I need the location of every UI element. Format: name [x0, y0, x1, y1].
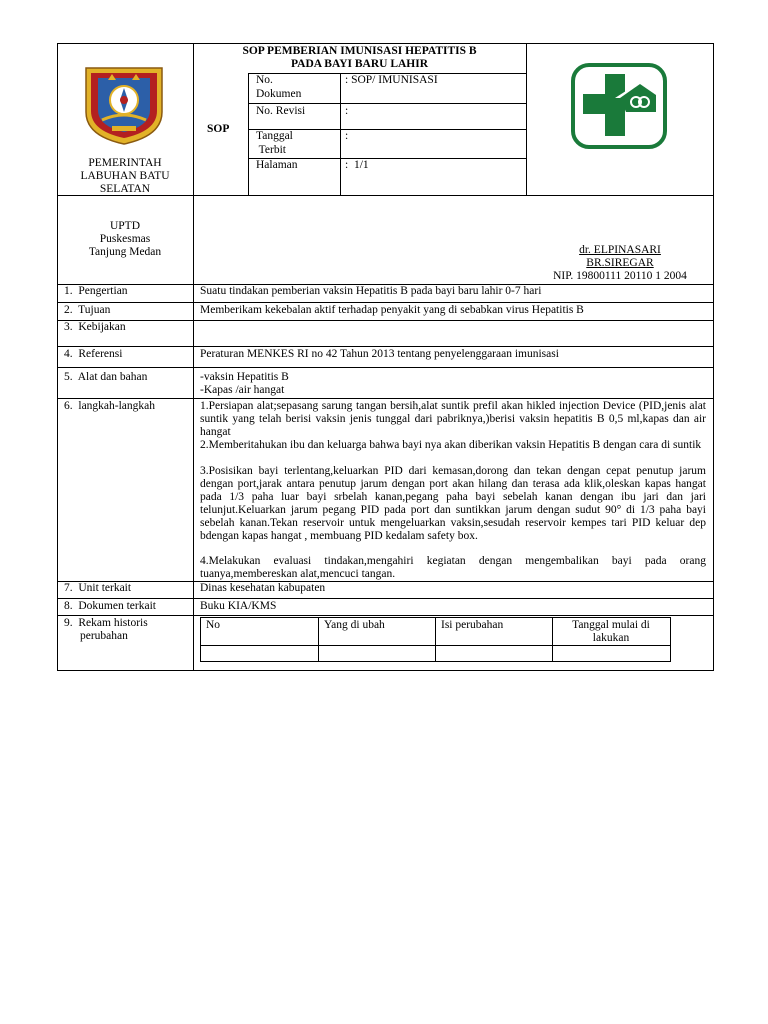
doc-title-line-1: SOP PEMBERIAN IMUNISASI HEPATITIS B [242, 45, 477, 57]
history-header-content: Isi perubahan [441, 619, 504, 631]
gov-line-1: PEMERINTAH [88, 157, 162, 169]
row-content-tujuan: Memberikam kekebalan aktif terhadap penyakit yang di sebabkan virus Hepatitis B [200, 304, 584, 316]
row-label-rekam-1: 9. Rekam historis [64, 617, 148, 629]
uptd-line-3: Tanjung Medan [88, 246, 162, 258]
step-3: 3.Posisikan bayi terlentang,keluarkan PID dari kemasan,dorong dan tekan dengan cepat penutup jarum dengan port,jarak antara penutup jarum dengan port akan hilang dan terasa ada klik,oleskan kapas hangat pada 1/3 paha luar bayi srbelah kanan,pegang paha bayi sebelah kanan dengan ibu jari dan jari telunjut.Keluarkan jarum pegang PID pada port dan suntikkan jarum dengan sudut 90° di 1/3 paha bayi sebelah kanan.Tekan reservoir untuk mengeluarkan vaksin,sesudah reservoir kempes tari PID keluar dep bdengan kapas hangat , membuang PID kedalam safety box. [200, 465, 706, 542]
field-page-label: Halaman [256, 159, 298, 171]
row-label-kebijakan: 3. Kebijakan [64, 321, 126, 333]
field-doc-no-value: : SOP/ IMUNISASI [345, 74, 438, 86]
history-header-date-1: Tanggal mulai di [572, 619, 650, 631]
gov-line-3: SELATAN [99, 183, 151, 195]
field-issued-label-1: Tanggal [256, 130, 293, 142]
step-1: 1.Persiapan alat;sepasang sarung tangan bersih,alat suntik prefil akan hikled injection Device (PID,jenis alat suntik yang telah berisi vaksin jenis tunggal dari pabriknya,)berisi vaksin hepatitis B 0,5 ml,kapas dan air hangat [200, 400, 706, 438]
gov-line-2: LABUHAN BATU [80, 170, 170, 182]
field-doc-no-label-2: Dokumen [256, 88, 302, 100]
uptd-line-1: UPTD [109, 220, 141, 232]
history-header-changed: Yang di ubah [324, 619, 385, 631]
field-doc-no-label-1: No. [256, 74, 273, 86]
doc-title-line-2: PADA BAYI BARU LAHIR [290, 58, 429, 70]
field-page-value: : 1/1 [345, 159, 369, 171]
sop-label: SOP [207, 123, 230, 135]
row-content-alat-2: -Kapas /air hangat [200, 384, 285, 396]
field-revision-label: No. Revisi [256, 105, 306, 117]
field-issued-value: : [345, 130, 349, 142]
row-label-pengertian: 1. Pengertian [64, 285, 128, 297]
uptd-line-2: Puskesmas [99, 233, 151, 245]
regency-emblem [82, 64, 166, 146]
row-content-pengertian: Suatu tindakan pemberian vaksin Hepatitis B pada bayi baru lahir 0-7 hari [200, 285, 542, 297]
row-label-referensi: 4. Referensi [64, 348, 123, 360]
row-content-dokumen: Buku KIA/KMS [200, 600, 277, 612]
step-2: 2.Memberitahukan ibu dan keluarga bahwa bayi nya akan diberikan vaksin Hepatitis B dengan cara di suntik [200, 439, 702, 451]
row-label-alat: 5. Alat dan bahan [64, 371, 148, 383]
puskesmas-cross-logo [570, 62, 668, 150]
row-label-rekam-2: perubahan [80, 630, 128, 642]
row-label-langkah: 6. langkah-langkah [64, 400, 156, 412]
field-issued-label-2: Terbit [256, 144, 286, 156]
step-4: 4.Melakukan evaluasi tindakan,mengahiri kegiatan dengan mengembalikan bayi pada orang tuanya,membereskan alat,mencuci tangan. [200, 555, 706, 580]
row-content-referensi: Peraturan MENKES RI no 42 Tahun 2013 tentang penyelenggaraan imunisasi [200, 348, 559, 360]
row-label-tujuan: 2. Tujuan [64, 304, 111, 316]
signatory-name: dr. ELPINASARI [579, 244, 661, 256]
row-content-unit: Dinas kesehatan kabupaten [200, 582, 326, 594]
row-label-unit: 7. Unit terkait [64, 582, 132, 594]
signatory-nip: NIP. 19800111 20110 1 2004 [553, 270, 687, 282]
history-header-no: No [206, 619, 221, 631]
signatory-name-2: BR.SIREGAR [586, 257, 654, 269]
row-label-dokumen: 8. Dokumen terkait [64, 600, 156, 612]
history-header-date-2: lakukan [592, 632, 630, 644]
row-content-alat-1: -vaksin Hepatitis B [200, 371, 289, 383]
field-revision-value: : [345, 105, 349, 117]
